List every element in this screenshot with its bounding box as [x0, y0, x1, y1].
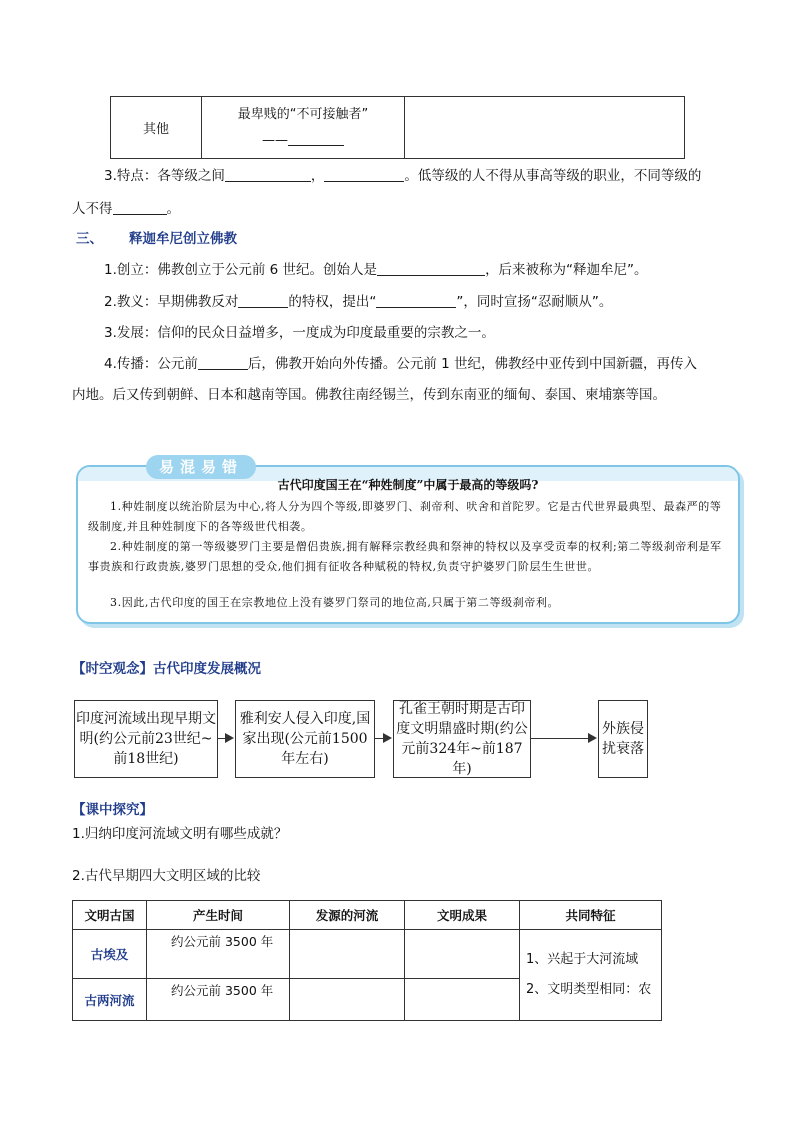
top-table-cell-blank: ——: [203, 128, 403, 154]
timeline-box-1: 印度河流域出现早期文明(约公元前23世纪~前18世纪): [74, 700, 218, 778]
note-paragraph-3: 3.因此,古代印度的国王在宗教地位上没有婆罗门祭司的地位高,只属于第二等级刹帝利。: [110, 596, 560, 609]
table-row: [73, 930, 662, 979]
compare-row-river: [290, 930, 405, 979]
timeline-box-2: 雅利安人侵入印度,国家出现(公元前1500年左右): [235, 700, 375, 778]
compare-header-time: 产生时间: [147, 901, 290, 930]
top-table-empty-cell: [405, 97, 685, 159]
timeline-arrow-head-2: [383, 733, 392, 743]
explore-heading: 【课中探究】: [72, 802, 153, 818]
note-badge: 易混易错: [146, 455, 256, 479]
compare-row-country: 古埃及: [73, 930, 147, 979]
timeline-heading: 【时空观念】古代印度发展概况: [72, 661, 261, 677]
compare-table-header-row: [73, 901, 662, 930]
section3-item4-line2: 内地。后又传到朝鲜、日本和越南等国。佛教往南经锡兰，传到东南亚的缅甸、泰国、柬埔寨等国。: [72, 387, 666, 403]
timeline-box-4: 外族侵扰衰落: [598, 700, 648, 778]
timeline-arrow-head-1: [225, 733, 234, 743]
note-paragraph-2: 2.种姓制度的第一等级婆罗门主要是僧侣贵族,拥有解释宗教经典和祭神的特权以及享受贡奉的权利;第二等级刹帝利是军事贵族和行政贵族,婆罗门思想的受众,他们拥有征收各种赋税的特权,负责守护婆罗门阶层生生世世。: [88, 540, 722, 573]
compare-row-time: 约公元前 3500 年: [147, 930, 290, 979]
features-line-2: 人不得 。: [72, 201, 180, 217]
section3-item2: 2.教义：早期佛教反对 的特权，提出“ ”，同时宣扬“忍耐顺从”。: [104, 294, 613, 310]
compare-row-river: [290, 979, 405, 1021]
section3-item3: 3.发展：信仰的民众日益增多，一度成为印度最重要的宗教之一。: [104, 325, 495, 341]
compare-row-country: 古两河流: [73, 979, 147, 1021]
features-line: 3.特点：各等级之间 ， 。低等级的人不得从事高等级的职业，不同等级的: [104, 168, 702, 184]
section3-item1: 1.创立：佛教创立于公元前 6 世纪。创始人是 ，后来被称为“释迦牟尼”。: [104, 262, 648, 278]
top-table-cell-text: 最卑贱的“不可接触者”: [237, 106, 369, 122]
note-paragraph-1: 1.种姓制度以统治阶层为中心,将人分为四个等级,即婆罗门、刹帝利、吠舍和首陀罗。它是古代世界最典型、最森严的等级制度,并且种姓制度下的各等级世代相袭。: [88, 500, 722, 533]
compare-row-time: 约公元前 3500 年: [147, 979, 290, 1021]
top-table: [110, 96, 685, 159]
section3-item4: 4.传播：公元前 后，佛教开始向外传播。公元前 1 世纪，佛教经中亚传到中国新疆，再传入: [104, 356, 698, 372]
note-box: [76, 458, 740, 624]
compare-row-achievement: [405, 930, 520, 979]
top-table-cell: [202, 97, 405, 159]
timeline-arrow-head-3: [588, 733, 597, 743]
compare-row-achievement: [405, 979, 520, 1021]
compare-table: [72, 900, 662, 1021]
compare-header-country: 文明古国: [73, 901, 147, 930]
timeline-arrow-3: [530, 738, 588, 739]
compare-header-achievement: 文明成果: [405, 901, 520, 930]
top-table-row-label: 其他: [111, 97, 202, 159]
section3-heading: 三、 释迦牟尼创立佛教: [76, 231, 237, 247]
compare-header-river: 发源的河流: [290, 901, 405, 930]
timeline-box-3: 孔雀王朝时期是古印度文明鼎盛时期(约公元前324年~前187年): [393, 700, 531, 778]
compare-common-1: 1、兴起于大河流域: [526, 952, 639, 967]
note-title: 古代印度国王在“种姓制度”中属于最高的等级吗?: [277, 478, 539, 492]
compare-header-common: 共同特征: [520, 901, 662, 930]
explore-question-1: 1.归纳印度河流域文明有哪些成就？: [72, 826, 288, 842]
compare-common-cell: [520, 930, 662, 1021]
explore-question-2: 2.古代早期四大文明区域的比较: [72, 868, 261, 884]
compare-common-2: 2、文明类型相同：农: [526, 982, 652, 997]
